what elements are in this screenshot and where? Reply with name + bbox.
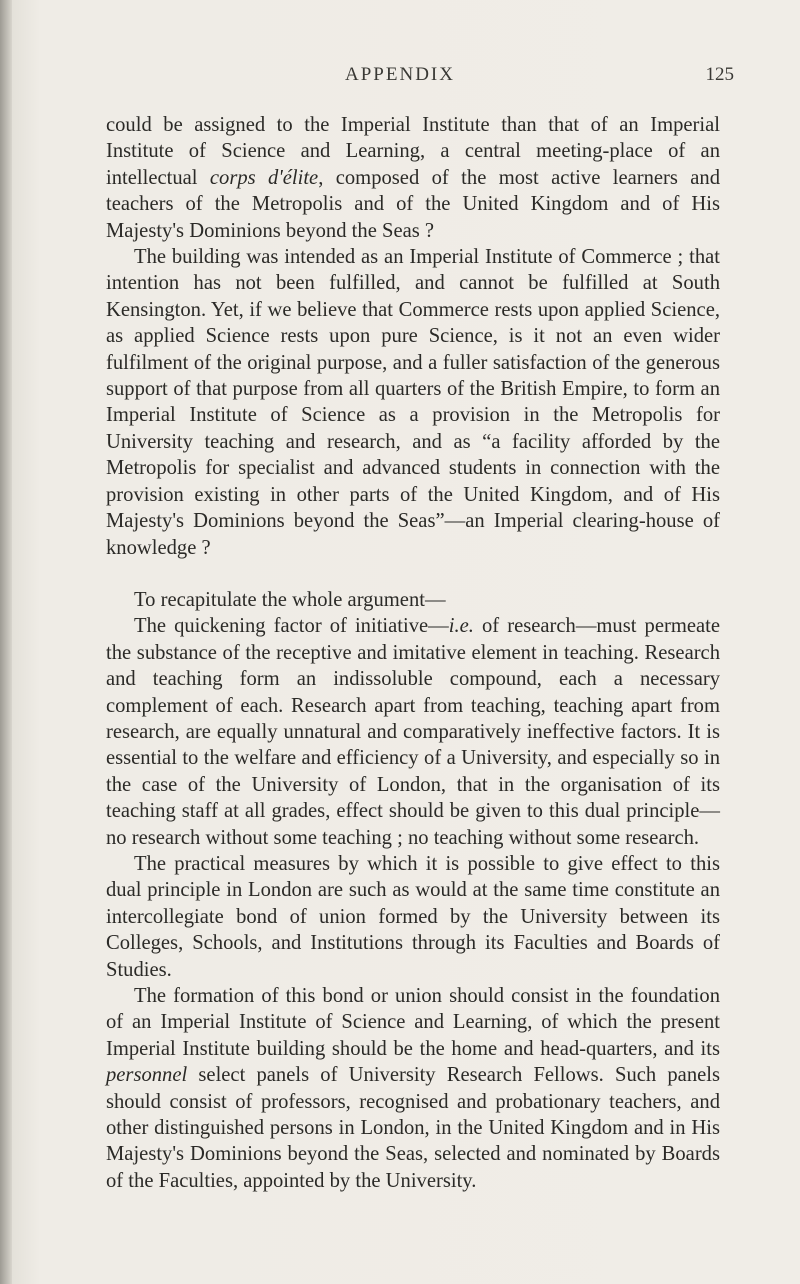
section-gap — [106, 561, 720, 587]
page-number: 125 — [705, 64, 734, 85]
paragraph-6: The formation of this bond or union should consist in the foundation of an Imperial Institute of Science and Learning, of which the present Imperial Institute building should be the home and head-quarters, and its personnel select panels of University Research Fellows. Such panels should consist of professors, recognised and probationary teachers, and other distinguished persons in London, in the United Kingdom and in His Majesty's Dominions beyond the Seas, selected and nominated by Boards of the Faculties, appointed by the University. — [106, 985, 720, 1192]
paragraph-1: could be assigned to the Imperial Institute than that of an Imperial Institute of Science and Learning, a central meeting-place of an intellectual corps d'élite, composed of the most active learners and teachers of the Metropolis and of the United Kingdom and of His Majesty's Dominions beyond the Seas ? — [106, 114, 721, 242]
body-text — [106, 112, 720, 1194]
page-gutter-shadow — [0, 0, 12, 1284]
paragraph-3: To recapitulate the whole argument— — [134, 588, 446, 611]
paragraph-2: The building was intended as an Imperial Institute of Commerce ; that intention has not been fulfilled, and cannot be fulfilled at South Kensington. Yet, if we believe that Commerce rests upon applied Science, as applied Science rests upon pure Science, is it not an even wider fulfilment of the original purpose, and a fuller satisfaction of the generous support of that purpose from all quarters of the British Empire, to form an Imperial Institute of Science as a provision in the Metropolis for University teaching and research, and as “a facility afforded by the Metropolis for specialist and advanced students in connection with the provision existing in other parts of the United Kingdom, and of His Majesty's Dominions beyond the Seas”—an Imperial clearing-house of knowledge ? — [106, 246, 720, 559]
paragraph-4: The quickening factor of initiative—i.e. of research—must permeate the substance of the receptive and imitative element in teaching. Research and teaching form an indissoluble compound, each a necessary complement of each. Research apart from teaching, teaching apart from research, are equally unnatural and comparatively ineffective factors. It is essential to the welfare and efficiency of a University, and especially so in the case of the University of London, that in the organisation of its teaching staff at all grades, effect should be given to this dual principle—no research without some teaching ; no teaching without some research. — [106, 615, 720, 849]
running-head: APPENDIX — [345, 64, 455, 85]
paragraph-5: The practical measures by which it is possible to give effect to this dual principle in London are such as would at the same time constitute an intercollegiate bond of union formed by the University between its Colleges, Schools, and Institutions through its Faculties and Boards of Studies. — [106, 852, 720, 981]
page-header — [0, 64, 800, 94]
